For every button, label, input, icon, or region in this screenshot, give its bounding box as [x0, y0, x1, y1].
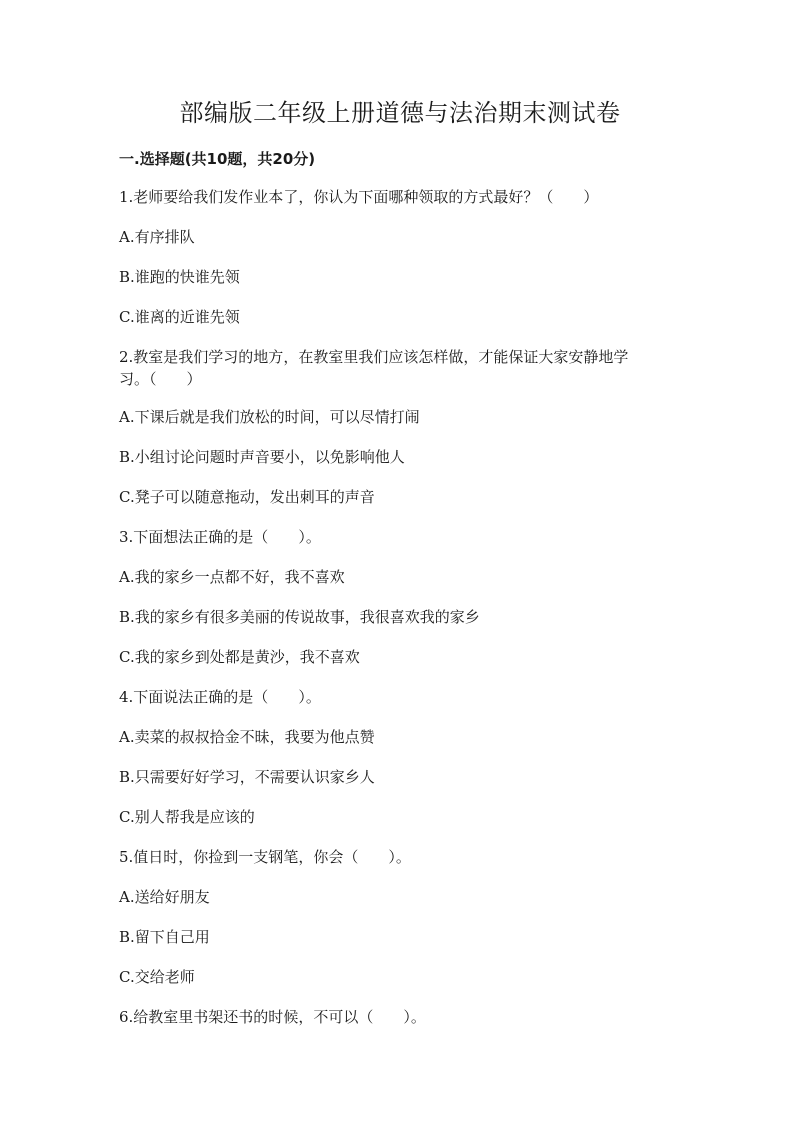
question-option: B.我的家乡有很多美丽的传说故事，我很喜欢我的家乡 [119, 608, 480, 626]
question-option: C.我的家乡到处都是黄沙，我不喜欢 [119, 648, 360, 666]
question-option: B.小组讨论问题时声音要小，以免影响他人 [119, 448, 405, 466]
question-option: C.别人帮我是应该的 [119, 808, 255, 826]
question-stem: 3.下面想法正确的是（ ）。 [119, 528, 321, 546]
question-stem: 6.给教室里书架还书的时候，不可以（ ）。 [119, 1008, 426, 1026]
question-stem: 2.教室是我们学习的地方，在教室里我们应该怎样做，才能保证大家安静地学 [119, 348, 629, 366]
page-title: 部编版二年级上册道德与法治期末测试卷 [179, 99, 621, 127]
question-option: A.下课后就是我们放松的时间，可以尽情打闹 [119, 408, 420, 426]
question-option: C.谁离的近谁先领 [119, 308, 240, 326]
question-option: B.谁跑的快谁先领 [119, 268, 240, 286]
question-stem-continued: 习。（ ） [119, 370, 202, 388]
question-option: C.交给老师 [119, 968, 195, 986]
question-option: B.留下自己用 [119, 928, 210, 946]
question-option: A.我的家乡一点都不好，我不喜欢 [119, 568, 345, 586]
question-option: B.只需要好好学习，不需要认识家乡人 [119, 768, 375, 786]
question-stem: 5.值日时，你捡到一支钢笔，你会（ ）。 [119, 848, 411, 866]
question-option: C.凳子可以随意拖动，发出刺耳的声音 [119, 488, 375, 506]
section-heading: 一.选择题(共10题，共20分) [119, 150, 316, 168]
question-option: A.有序排队 [119, 228, 195, 246]
question-option: A.送给好朋友 [119, 888, 210, 906]
question-stem: 4.下面说法正确的是（ ）。 [119, 688, 321, 706]
question-option: A.卖菜的叔叔拾金不昧，我要为他点赞 [119, 728, 375, 746]
question-stem: 1.老师要给我们发作业本了，你认为下面哪种领取的方式最好？（ ） [119, 188, 599, 206]
